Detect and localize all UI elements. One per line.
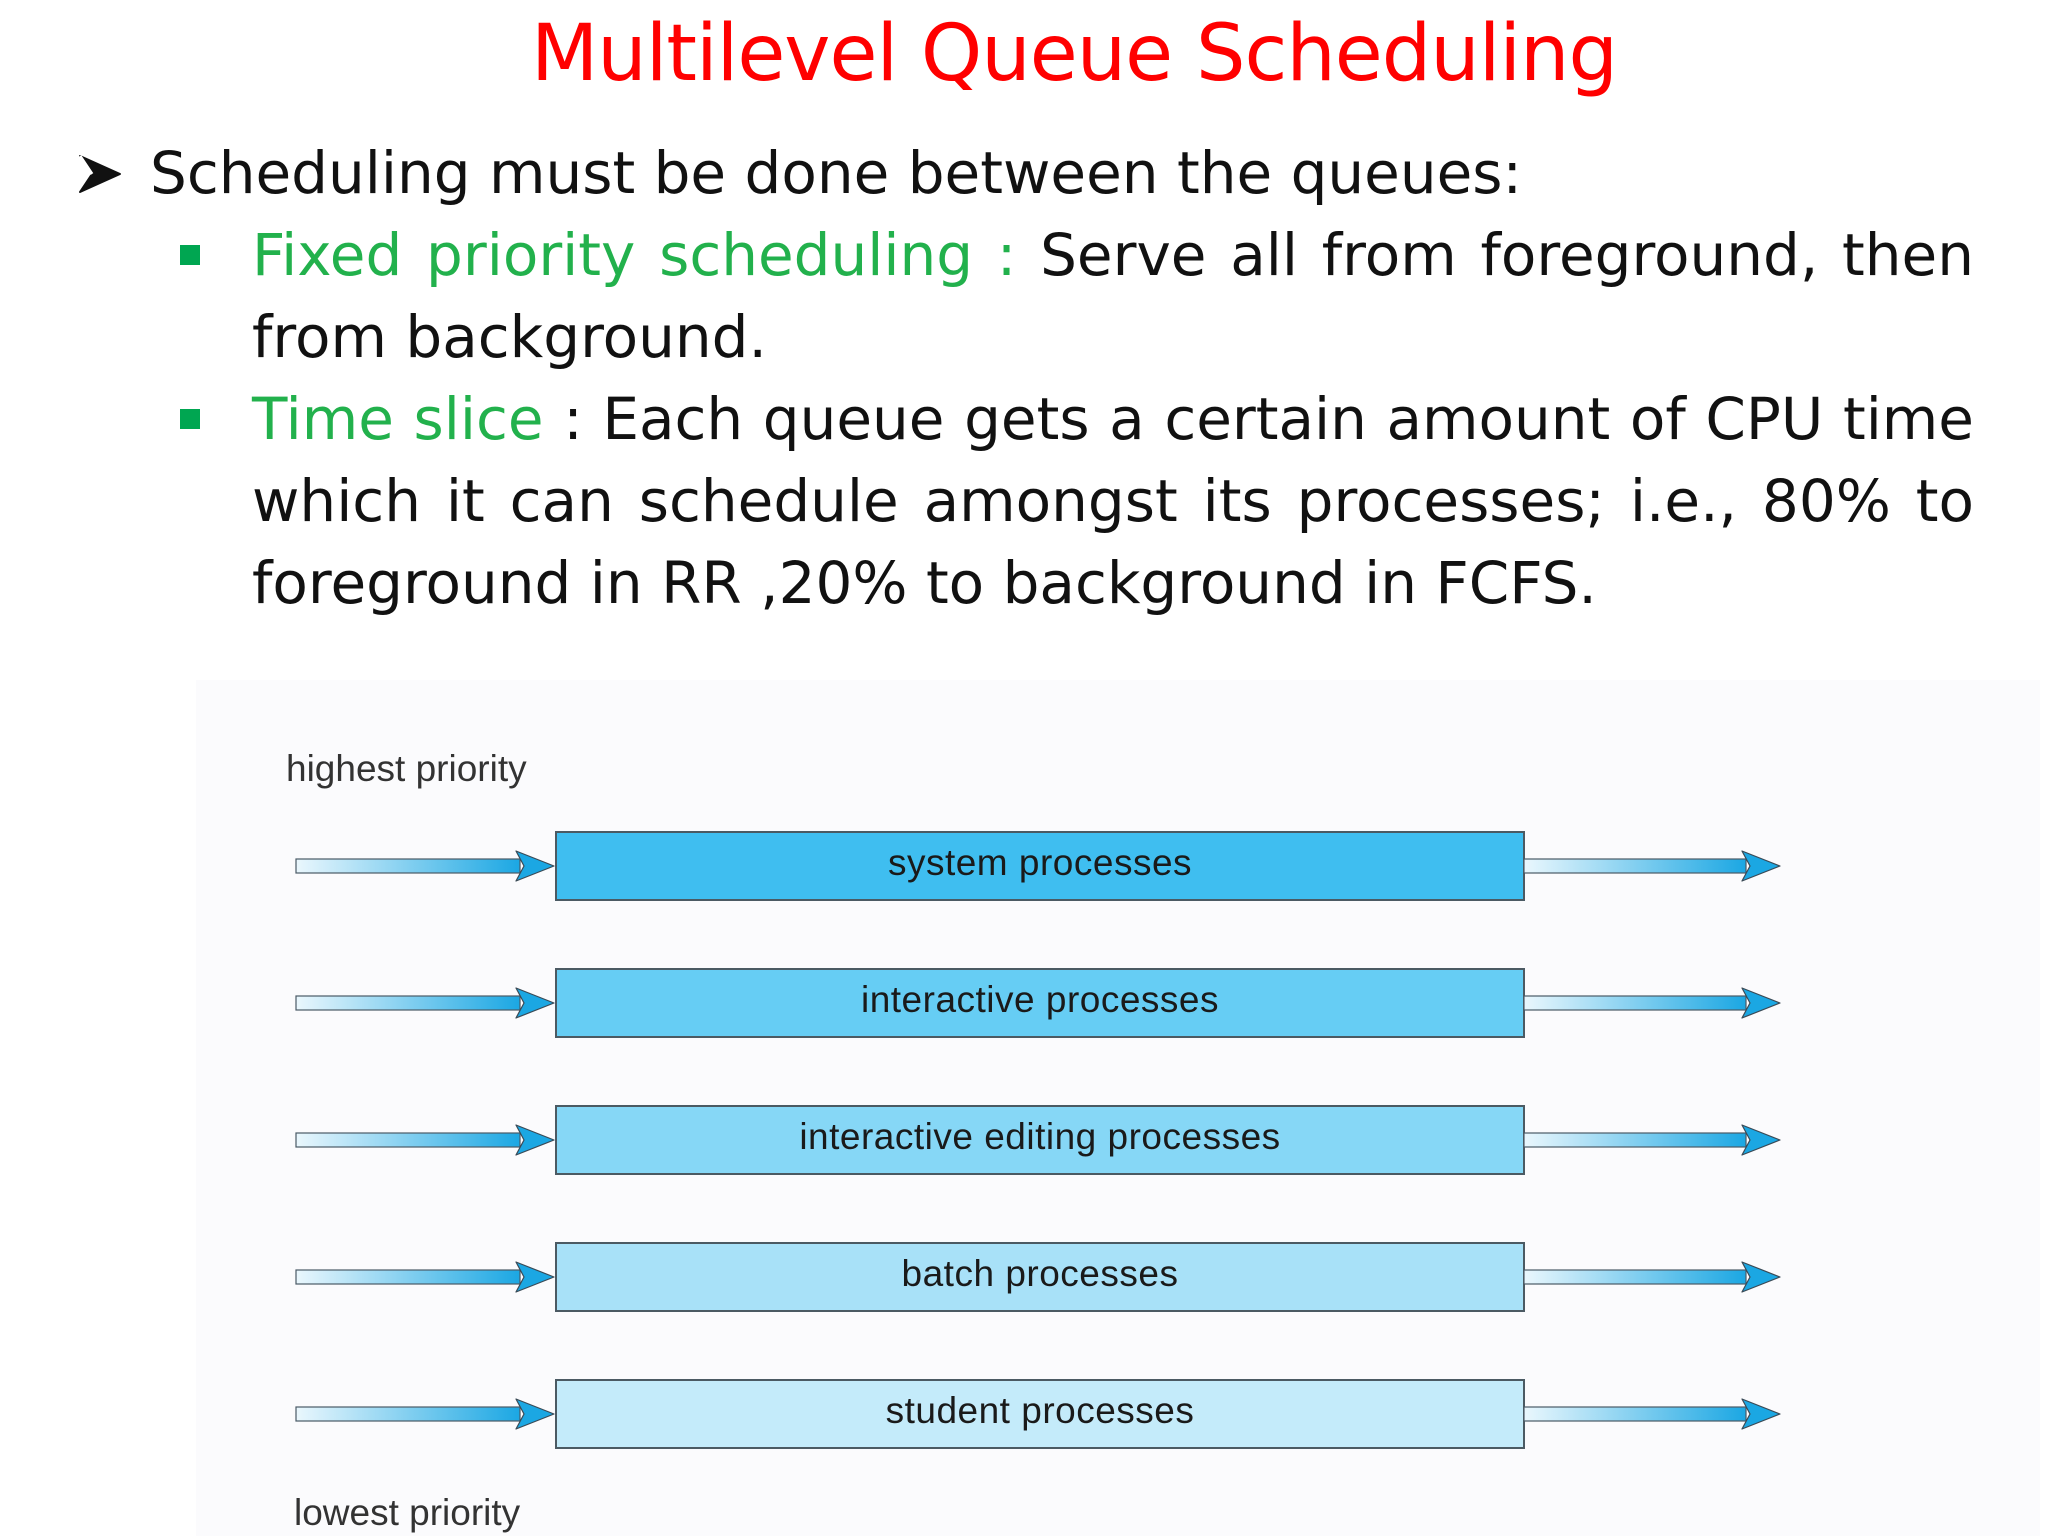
incoming-arrow (296, 1262, 554, 1292)
queue-label: interactive processes (860, 979, 1220, 1020)
queue-label: interactive editing processes (799, 1116, 1281, 1157)
outgoing-arrow (1524, 1399, 1780, 1429)
outgoing-arrow (1524, 1262, 1780, 1292)
sub-bullet-text: : Each queue gets a certain amount of CPU time which it can schedule amongst its processes; i.e., 80% to foreground in RR ,20% to background in FCFS. (252, 385, 1974, 617)
main-bullet-text: Scheduling must be done between the queues: (150, 139, 1523, 207)
incoming-arrow (296, 851, 554, 881)
sub-bullet-term: Fixed priority scheduling : (252, 221, 1017, 289)
outgoing-arrow (1524, 1125, 1780, 1155)
highest-priority-label: highest priority (286, 748, 527, 789)
queue-label: system processes (887, 842, 1193, 883)
outgoing-arrow (1524, 988, 1780, 1018)
slide-title: Multilevel Queue Scheduling (530, 9, 1618, 99)
queue-label: batch processes (901, 1253, 1179, 1294)
lowest-priority-label: lowest priority (294, 1492, 521, 1533)
incoming-arrow (296, 1125, 554, 1155)
incoming-arrow (296, 1399, 554, 1429)
outgoing-arrow (1524, 851, 1780, 881)
sub-bullet-term: Time slice (252, 385, 544, 453)
sub-bullet-text: Serve all from foreground, then from background. (252, 221, 1974, 371)
queue-label: student processes (885, 1390, 1195, 1431)
incoming-arrow (296, 988, 554, 1018)
